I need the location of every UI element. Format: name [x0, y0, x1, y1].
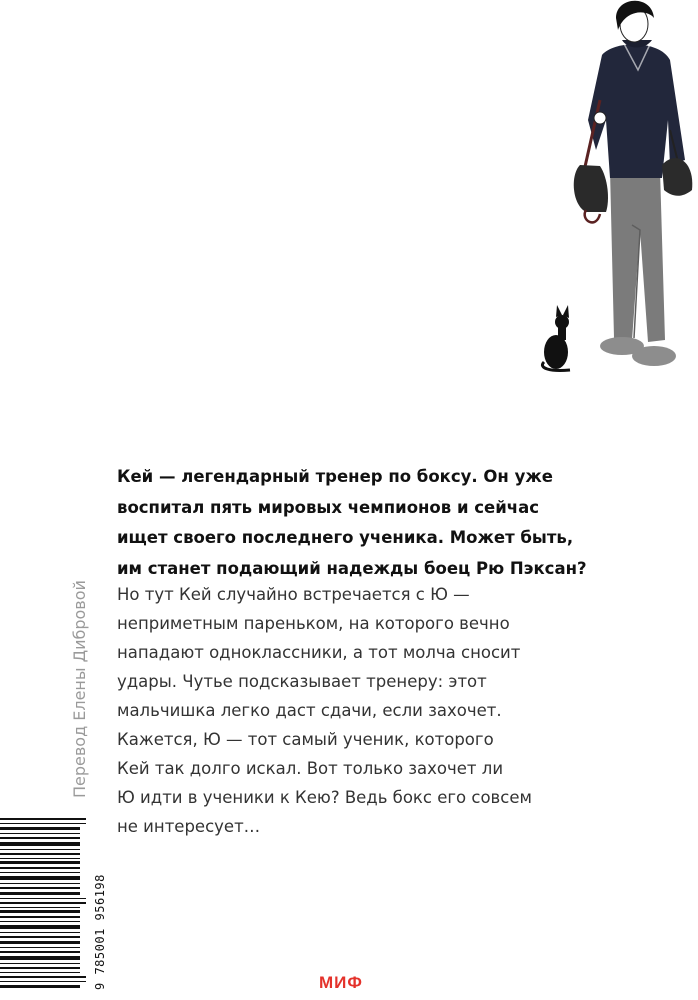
lead-line: ищет своего последнего ученика. Может быть,	[117, 528, 574, 547]
man-illustration	[574, 1, 693, 366]
body-line: Кей так долго искал. Вот только захочет ли	[117, 759, 504, 778]
body-line: не интересует…	[117, 817, 261, 836]
body-line: Ю идти в ученики к Кею? Ведь бокс его совсем	[117, 788, 532, 807]
lead-line: Кей — легендарный тренер по боксу. Он уже	[117, 467, 553, 486]
cover-illustration	[530, 0, 698, 380]
translator-credit-text: Перевод Елены Дибровой	[70, 580, 89, 798]
translator-credit	[70, 580, 90, 798]
body-line: Но тут Кей случайно встречается с Ю —	[117, 585, 470, 604]
lead-paragraph	[117, 462, 677, 584]
lead-line: им станет подающий надежды боец Рю Пэксан?	[117, 558, 587, 578]
lead-line: воспитал пять мировых чемпионов и сейчас	[117, 497, 540, 517]
body-line: нападают одноклассники, а тот молча сносит	[117, 643, 521, 662]
body-line: неприметным пареньком, на которого вечно	[117, 614, 510, 633]
barcode-digits: 9 785001 956198	[93, 874, 107, 990]
black-cat-illustration	[542, 305, 570, 371]
isbn-barcode	[0, 818, 100, 1000]
publisher-logo: МИФ	[319, 973, 363, 992]
body-line: Кажется, Ю — тот самый ученик, которого	[117, 730, 494, 749]
body-line: удары. Чутье подсказывает тренеру: этот	[117, 672, 487, 691]
body-line: мальчишка легко даст сдачи, если захочет.	[117, 701, 502, 720]
body-paragraph	[117, 580, 547, 841]
